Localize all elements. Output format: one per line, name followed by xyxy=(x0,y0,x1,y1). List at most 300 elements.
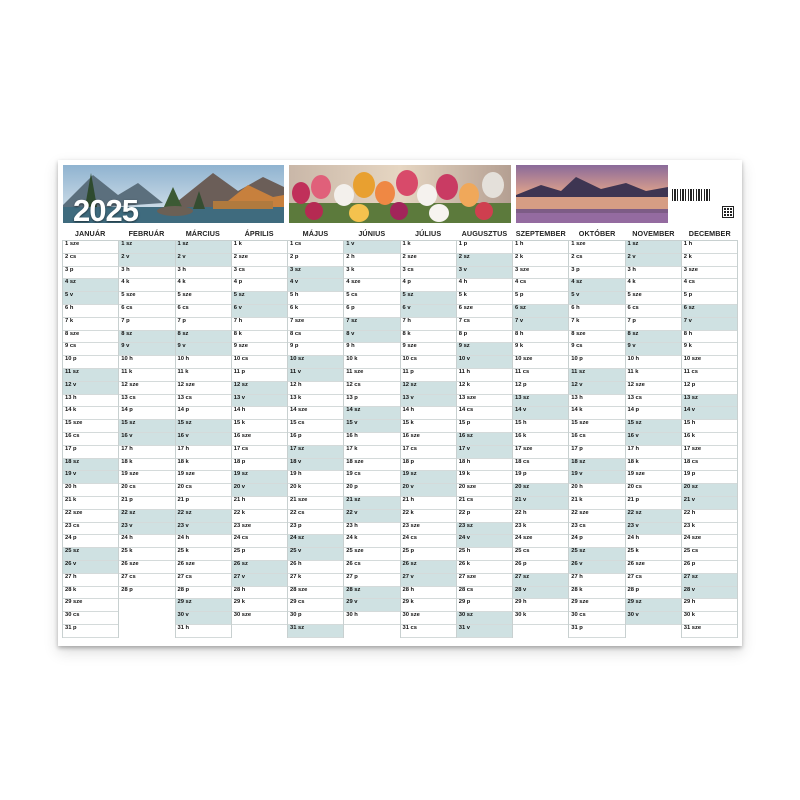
day-number: 25 h xyxy=(458,548,471,555)
day-cell xyxy=(344,471,399,484)
day-number: 4 k xyxy=(627,279,636,286)
day-cell xyxy=(63,433,118,446)
day-cell xyxy=(682,407,737,420)
day-number: 22 k xyxy=(402,509,414,516)
day-cell xyxy=(119,574,174,587)
day-cell xyxy=(626,535,681,548)
day-cell xyxy=(119,561,174,574)
day-number: 31 p xyxy=(65,624,77,631)
day-number: 9 sz xyxy=(458,343,470,350)
day-cell xyxy=(401,279,456,292)
day-cell xyxy=(401,523,456,536)
empty-cell xyxy=(344,625,399,638)
day-cell xyxy=(457,267,512,280)
day-number: 20 sz xyxy=(683,484,698,491)
day-number: 16 v xyxy=(627,432,639,439)
day-number: 28 sz xyxy=(346,586,361,593)
day-number: 31 sze xyxy=(683,624,702,631)
day-number: 9 p xyxy=(290,343,299,350)
day-number: 8 sz xyxy=(177,330,189,337)
day-cell xyxy=(119,279,174,292)
day-number: 7 p xyxy=(627,317,636,324)
day-number: 21 k xyxy=(571,496,583,503)
day-cell xyxy=(401,548,456,561)
day-cell xyxy=(232,407,287,420)
day-cell xyxy=(63,331,118,344)
day-number: 6 sz xyxy=(515,304,526,311)
day-number: 16 cs xyxy=(65,432,80,439)
day-cell xyxy=(626,471,681,484)
day-number: 24 cs xyxy=(402,535,418,542)
day-number: 9 v xyxy=(121,343,130,350)
day-number: 14 cs xyxy=(458,407,474,414)
day-number: 28 v xyxy=(683,586,696,593)
day-number: 14 p xyxy=(177,407,190,414)
day-number: 22 sz xyxy=(177,509,192,516)
day-number: 31 h xyxy=(177,624,190,631)
day-cell xyxy=(232,548,287,561)
day-number: 24 cs xyxy=(233,535,249,542)
day-number: 11 p xyxy=(402,368,414,375)
day-cell xyxy=(232,574,287,587)
day-number: 28 p xyxy=(627,586,640,593)
day-number: 3 sze xyxy=(683,266,698,273)
day-cell xyxy=(176,548,231,561)
day-number: 20 h xyxy=(65,484,77,491)
day-number: 18 cs xyxy=(683,458,699,465)
day-number: 13 v xyxy=(233,394,246,401)
day-cell xyxy=(626,279,681,292)
day-number: 3 sze xyxy=(515,266,530,273)
day-number: 23 k xyxy=(515,522,527,529)
day-number: 9 h xyxy=(346,343,355,350)
day-cell xyxy=(682,446,737,459)
day-cell xyxy=(288,459,343,472)
day-number: 14 v xyxy=(515,407,527,414)
day-cell xyxy=(569,548,624,561)
day-number: 27 sze xyxy=(458,573,477,580)
day-cell xyxy=(401,446,456,459)
month-header: FEBRUÁR xyxy=(128,229,165,238)
month-header: JÚLIUS xyxy=(415,229,442,238)
day-cell xyxy=(63,548,118,561)
month-header: MÁRCIUS xyxy=(185,229,220,238)
day-number: 2 k xyxy=(683,253,692,260)
day-number: 8 k xyxy=(233,330,242,337)
day-number: 5 sz xyxy=(402,292,414,299)
day-number: 22 v xyxy=(346,509,358,516)
day-cell xyxy=(63,395,118,408)
day-number: 12 sze xyxy=(627,381,645,388)
day-cell xyxy=(513,433,568,446)
day-number: 7 p xyxy=(177,317,186,324)
day-number: 29 cs xyxy=(290,599,305,606)
day-number: 24 sz xyxy=(290,535,305,542)
day-number: 13 sz xyxy=(683,394,698,401)
day-cell xyxy=(176,305,231,318)
day-cell xyxy=(344,446,399,459)
day-number: 9 cs xyxy=(571,343,583,350)
day-cell xyxy=(682,497,737,510)
day-cell xyxy=(682,459,737,472)
day-cell xyxy=(232,267,287,280)
day-number: 26 cs xyxy=(346,560,361,567)
day-cell xyxy=(119,343,174,356)
day-cell xyxy=(569,382,624,395)
day-cell xyxy=(119,471,174,484)
barcode-icon xyxy=(672,189,712,201)
day-number: 3 sz xyxy=(290,266,301,273)
day-cell xyxy=(176,523,231,536)
day-number: 5 p xyxy=(683,292,693,299)
day-cell xyxy=(401,241,456,254)
day-number: 26 v xyxy=(65,560,77,567)
day-cell xyxy=(457,331,512,344)
day-number: 17 sze xyxy=(683,445,702,452)
day-cell xyxy=(344,254,399,267)
day-number: 10 p xyxy=(571,356,583,363)
day-number: 18 k xyxy=(121,458,133,465)
day-cell xyxy=(119,331,174,344)
day-number: 11 v xyxy=(290,368,301,375)
day-number: 26 p xyxy=(515,560,527,567)
day-cell xyxy=(682,561,737,574)
day-number: 7 k xyxy=(571,317,580,324)
day-cell xyxy=(176,292,231,305)
day-number: 20 v xyxy=(402,484,414,491)
day-number: 27 v xyxy=(402,573,414,580)
day-number: 7 h xyxy=(402,317,411,324)
day-number: 28 cs xyxy=(458,586,474,593)
day-number: 24 h xyxy=(177,535,190,542)
day-number: 21 v xyxy=(515,496,527,503)
day-number: 8 sz xyxy=(627,330,639,337)
day-number: 8 cs xyxy=(290,330,302,337)
day-number: 25 cs xyxy=(683,548,699,555)
day-cell xyxy=(401,395,456,408)
day-number: 3 p xyxy=(571,266,580,273)
day-cell xyxy=(288,382,343,395)
day-cell xyxy=(119,356,174,369)
day-number: 17 k xyxy=(346,445,358,452)
day-number: 15 h xyxy=(515,420,527,427)
day-number: 7 p xyxy=(121,317,130,324)
sunset-lake-photo-icon xyxy=(516,165,668,223)
day-number: 5 sze xyxy=(627,292,642,299)
day-cell xyxy=(513,587,568,600)
day-cell xyxy=(569,574,624,587)
day-cell xyxy=(232,471,287,484)
day-number: 23 sze xyxy=(233,522,252,529)
day-number: 21 sz xyxy=(346,496,361,503)
day-cell xyxy=(119,497,174,510)
day-number: 3 cs xyxy=(402,266,414,273)
day-number: 11 sz xyxy=(571,368,586,375)
day-number: 17 h xyxy=(121,445,133,452)
day-number: 27 sz xyxy=(515,573,530,580)
day-cell xyxy=(569,510,624,523)
day-number: 9 v xyxy=(627,343,636,350)
day-number: 20 h xyxy=(571,484,583,491)
day-number: 18 p xyxy=(233,458,246,465)
day-cell xyxy=(232,318,287,331)
day-number: 25 p xyxy=(402,548,415,555)
day-number: 24 v xyxy=(458,535,471,542)
day-cell xyxy=(457,599,512,612)
day-number: 15 k xyxy=(233,420,246,427)
day-number: 15 sze xyxy=(571,420,589,427)
day-cell xyxy=(626,433,681,446)
day-number: 10 h xyxy=(177,356,190,363)
day-cell xyxy=(232,523,287,536)
day-number: 15 p xyxy=(458,420,471,427)
day-cell xyxy=(63,279,118,292)
day-number: 5 k xyxy=(458,292,467,299)
day-cell xyxy=(513,369,568,382)
day-number: 5 sze xyxy=(121,292,136,299)
day-number: 2 h xyxy=(346,253,355,260)
day-cell xyxy=(401,369,456,382)
day-number: 28 h xyxy=(402,586,415,593)
day-cell xyxy=(63,523,118,536)
day-cell xyxy=(344,420,399,433)
day-cell xyxy=(457,279,512,292)
day-cell xyxy=(119,292,174,305)
day-cell xyxy=(119,407,174,420)
day-number: 10 sze xyxy=(683,356,702,363)
day-number: 29 v xyxy=(346,599,358,606)
day-cell xyxy=(176,510,231,523)
day-number: 6 v xyxy=(402,304,411,311)
day-number: 19 sze xyxy=(627,471,645,478)
day-cell xyxy=(344,433,399,446)
day-cell xyxy=(513,407,568,420)
day-cell xyxy=(569,356,624,369)
day-cell xyxy=(569,407,624,420)
day-cell xyxy=(457,254,512,267)
day-number: 3 p xyxy=(65,266,74,273)
day-cell xyxy=(176,471,231,484)
day-number: 28 p xyxy=(177,586,190,593)
day-cell xyxy=(626,599,681,612)
day-cell xyxy=(569,395,624,408)
day-number: 28 sze xyxy=(290,586,308,593)
day-cell xyxy=(63,561,118,574)
day-cell xyxy=(626,420,681,433)
day-cell xyxy=(232,510,287,523)
day-cell xyxy=(288,305,343,318)
day-cell xyxy=(176,484,231,497)
day-number: 4 v xyxy=(290,279,299,286)
day-number: 26 p xyxy=(683,560,696,567)
day-number: 10 cs xyxy=(402,356,418,363)
day-number: 4 sz xyxy=(571,279,583,286)
day-cell xyxy=(626,254,681,267)
day-number: 22 k xyxy=(233,509,246,516)
day-number: 29 h xyxy=(515,599,527,606)
month-header: OKTÓBER xyxy=(578,229,616,238)
day-cell xyxy=(176,407,231,420)
day-cell xyxy=(288,433,343,446)
day-number: 30 sze xyxy=(233,612,252,619)
day-cell xyxy=(344,612,399,625)
day-cell xyxy=(401,625,456,638)
day-cell xyxy=(288,510,343,523)
day-number: 7 sz xyxy=(346,317,358,324)
day-number: 15 sz xyxy=(627,420,642,427)
empty-cell xyxy=(232,625,287,638)
day-number: 10 sze xyxy=(515,356,533,363)
day-cell xyxy=(344,267,399,280)
day-number: 29 k xyxy=(233,599,246,606)
day-cell xyxy=(232,561,287,574)
day-cell xyxy=(569,292,624,305)
day-number: 24 k xyxy=(346,535,358,542)
day-number: 17 cs xyxy=(233,445,249,452)
day-number: 16 cs xyxy=(571,432,586,439)
day-cell xyxy=(288,279,343,292)
day-number: 25 cs xyxy=(515,548,530,555)
day-cell xyxy=(682,471,737,484)
day-number: 29 sze xyxy=(571,599,589,606)
day-cell xyxy=(457,612,512,625)
day-cell xyxy=(344,459,399,472)
day-cell xyxy=(119,395,174,408)
day-cell xyxy=(626,407,681,420)
day-number: 12 p xyxy=(515,381,527,388)
day-number: 24 p xyxy=(571,535,583,542)
day-number: 4 sz xyxy=(65,279,76,286)
day-cell xyxy=(513,331,568,344)
day-number: 24 h xyxy=(627,535,640,542)
day-cell xyxy=(457,356,512,369)
day-number: 30 v xyxy=(627,612,639,619)
month-header: JANUÁR xyxy=(74,229,106,238)
day-number: 10 k xyxy=(346,356,358,363)
day-cell xyxy=(513,267,568,280)
day-cell xyxy=(626,561,681,574)
day-number: 11 sze xyxy=(346,368,364,375)
day-cell xyxy=(176,343,231,356)
day-number: 16 h xyxy=(346,432,358,439)
day-number: 6 h xyxy=(571,304,580,311)
day-number: 21 cs xyxy=(458,496,474,503)
day-cell xyxy=(569,433,624,446)
day-number: 12 k xyxy=(458,381,471,388)
day-number: 1 cs xyxy=(290,241,302,247)
day-number: 17 cs xyxy=(402,445,418,452)
day-number: 13 cs xyxy=(177,394,193,401)
day-number: 5 p xyxy=(515,292,524,299)
day-cell xyxy=(176,535,231,548)
day-cell xyxy=(63,254,118,267)
empty-cell xyxy=(513,625,568,638)
day-number: 25 sze xyxy=(346,548,364,555)
day-cell xyxy=(119,535,174,548)
day-cell xyxy=(288,267,343,280)
day-cell xyxy=(626,395,681,408)
day-cell xyxy=(63,382,118,395)
day-number: 11 cs xyxy=(683,368,698,375)
day-number: 6 k xyxy=(290,304,299,311)
day-cell xyxy=(344,523,399,536)
day-cell xyxy=(569,305,624,318)
day-cell xyxy=(569,459,624,472)
day-number: 21 h xyxy=(402,496,415,503)
day-number: 24 sze xyxy=(683,535,702,542)
day-cell xyxy=(176,561,231,574)
day-number: 5 v xyxy=(571,292,580,299)
day-number: 29 p xyxy=(458,599,471,606)
day-number: 6 p xyxy=(346,304,355,311)
day-cell xyxy=(682,292,737,305)
day-cell xyxy=(401,305,456,318)
day-cell xyxy=(232,369,287,382)
day-cell xyxy=(569,535,624,548)
day-cell xyxy=(569,420,624,433)
day-cell xyxy=(344,497,399,510)
day-number: 8 sz xyxy=(121,330,133,337)
day-cell xyxy=(288,484,343,497)
day-cell xyxy=(401,510,456,523)
day-cell xyxy=(682,433,737,446)
day-cell xyxy=(457,420,512,433)
day-cell xyxy=(626,356,681,369)
day-number: 5 cs xyxy=(346,292,358,299)
day-cell xyxy=(63,471,118,484)
day-cell xyxy=(288,420,343,433)
day-number: 7 h xyxy=(233,317,243,324)
month-header-row xyxy=(62,229,738,238)
day-cell xyxy=(176,267,231,280)
day-cell xyxy=(344,292,399,305)
tulip-field-photo-icon xyxy=(289,165,511,223)
day-number: 20 cs xyxy=(121,484,136,491)
day-cell xyxy=(119,318,174,331)
wall-calendar-sheet xyxy=(58,160,742,646)
day-number: 18 k xyxy=(177,458,189,465)
day-cell xyxy=(682,279,737,292)
day-cell xyxy=(457,395,512,408)
day-cell xyxy=(232,484,287,497)
day-number: 13 h xyxy=(571,394,583,401)
day-cell xyxy=(176,420,231,433)
day-number: 13 v xyxy=(402,394,414,401)
day-number: 13 sze xyxy=(458,394,477,401)
day-cell xyxy=(119,446,174,459)
day-cell xyxy=(176,369,231,382)
day-number: 31 sz xyxy=(290,624,305,631)
day-number: 29 sz xyxy=(627,599,642,606)
day-cell xyxy=(63,510,118,523)
day-cell xyxy=(457,433,512,446)
empty-cell xyxy=(119,612,174,625)
day-number: 11 sz xyxy=(65,368,79,375)
day-number: 19 cs xyxy=(346,471,361,478)
day-cell xyxy=(513,395,568,408)
day-number: 29 h xyxy=(683,599,696,606)
day-number: 19 sze xyxy=(177,471,195,478)
day-cell xyxy=(232,446,287,459)
day-cell xyxy=(569,254,624,267)
day-cell xyxy=(63,420,118,433)
day-cell xyxy=(682,548,737,561)
day-number: 6 cs xyxy=(121,304,133,311)
day-number: 10 p xyxy=(65,356,77,363)
month-column xyxy=(119,241,175,638)
day-cell xyxy=(401,599,456,612)
day-number: 16 sz xyxy=(458,432,473,439)
